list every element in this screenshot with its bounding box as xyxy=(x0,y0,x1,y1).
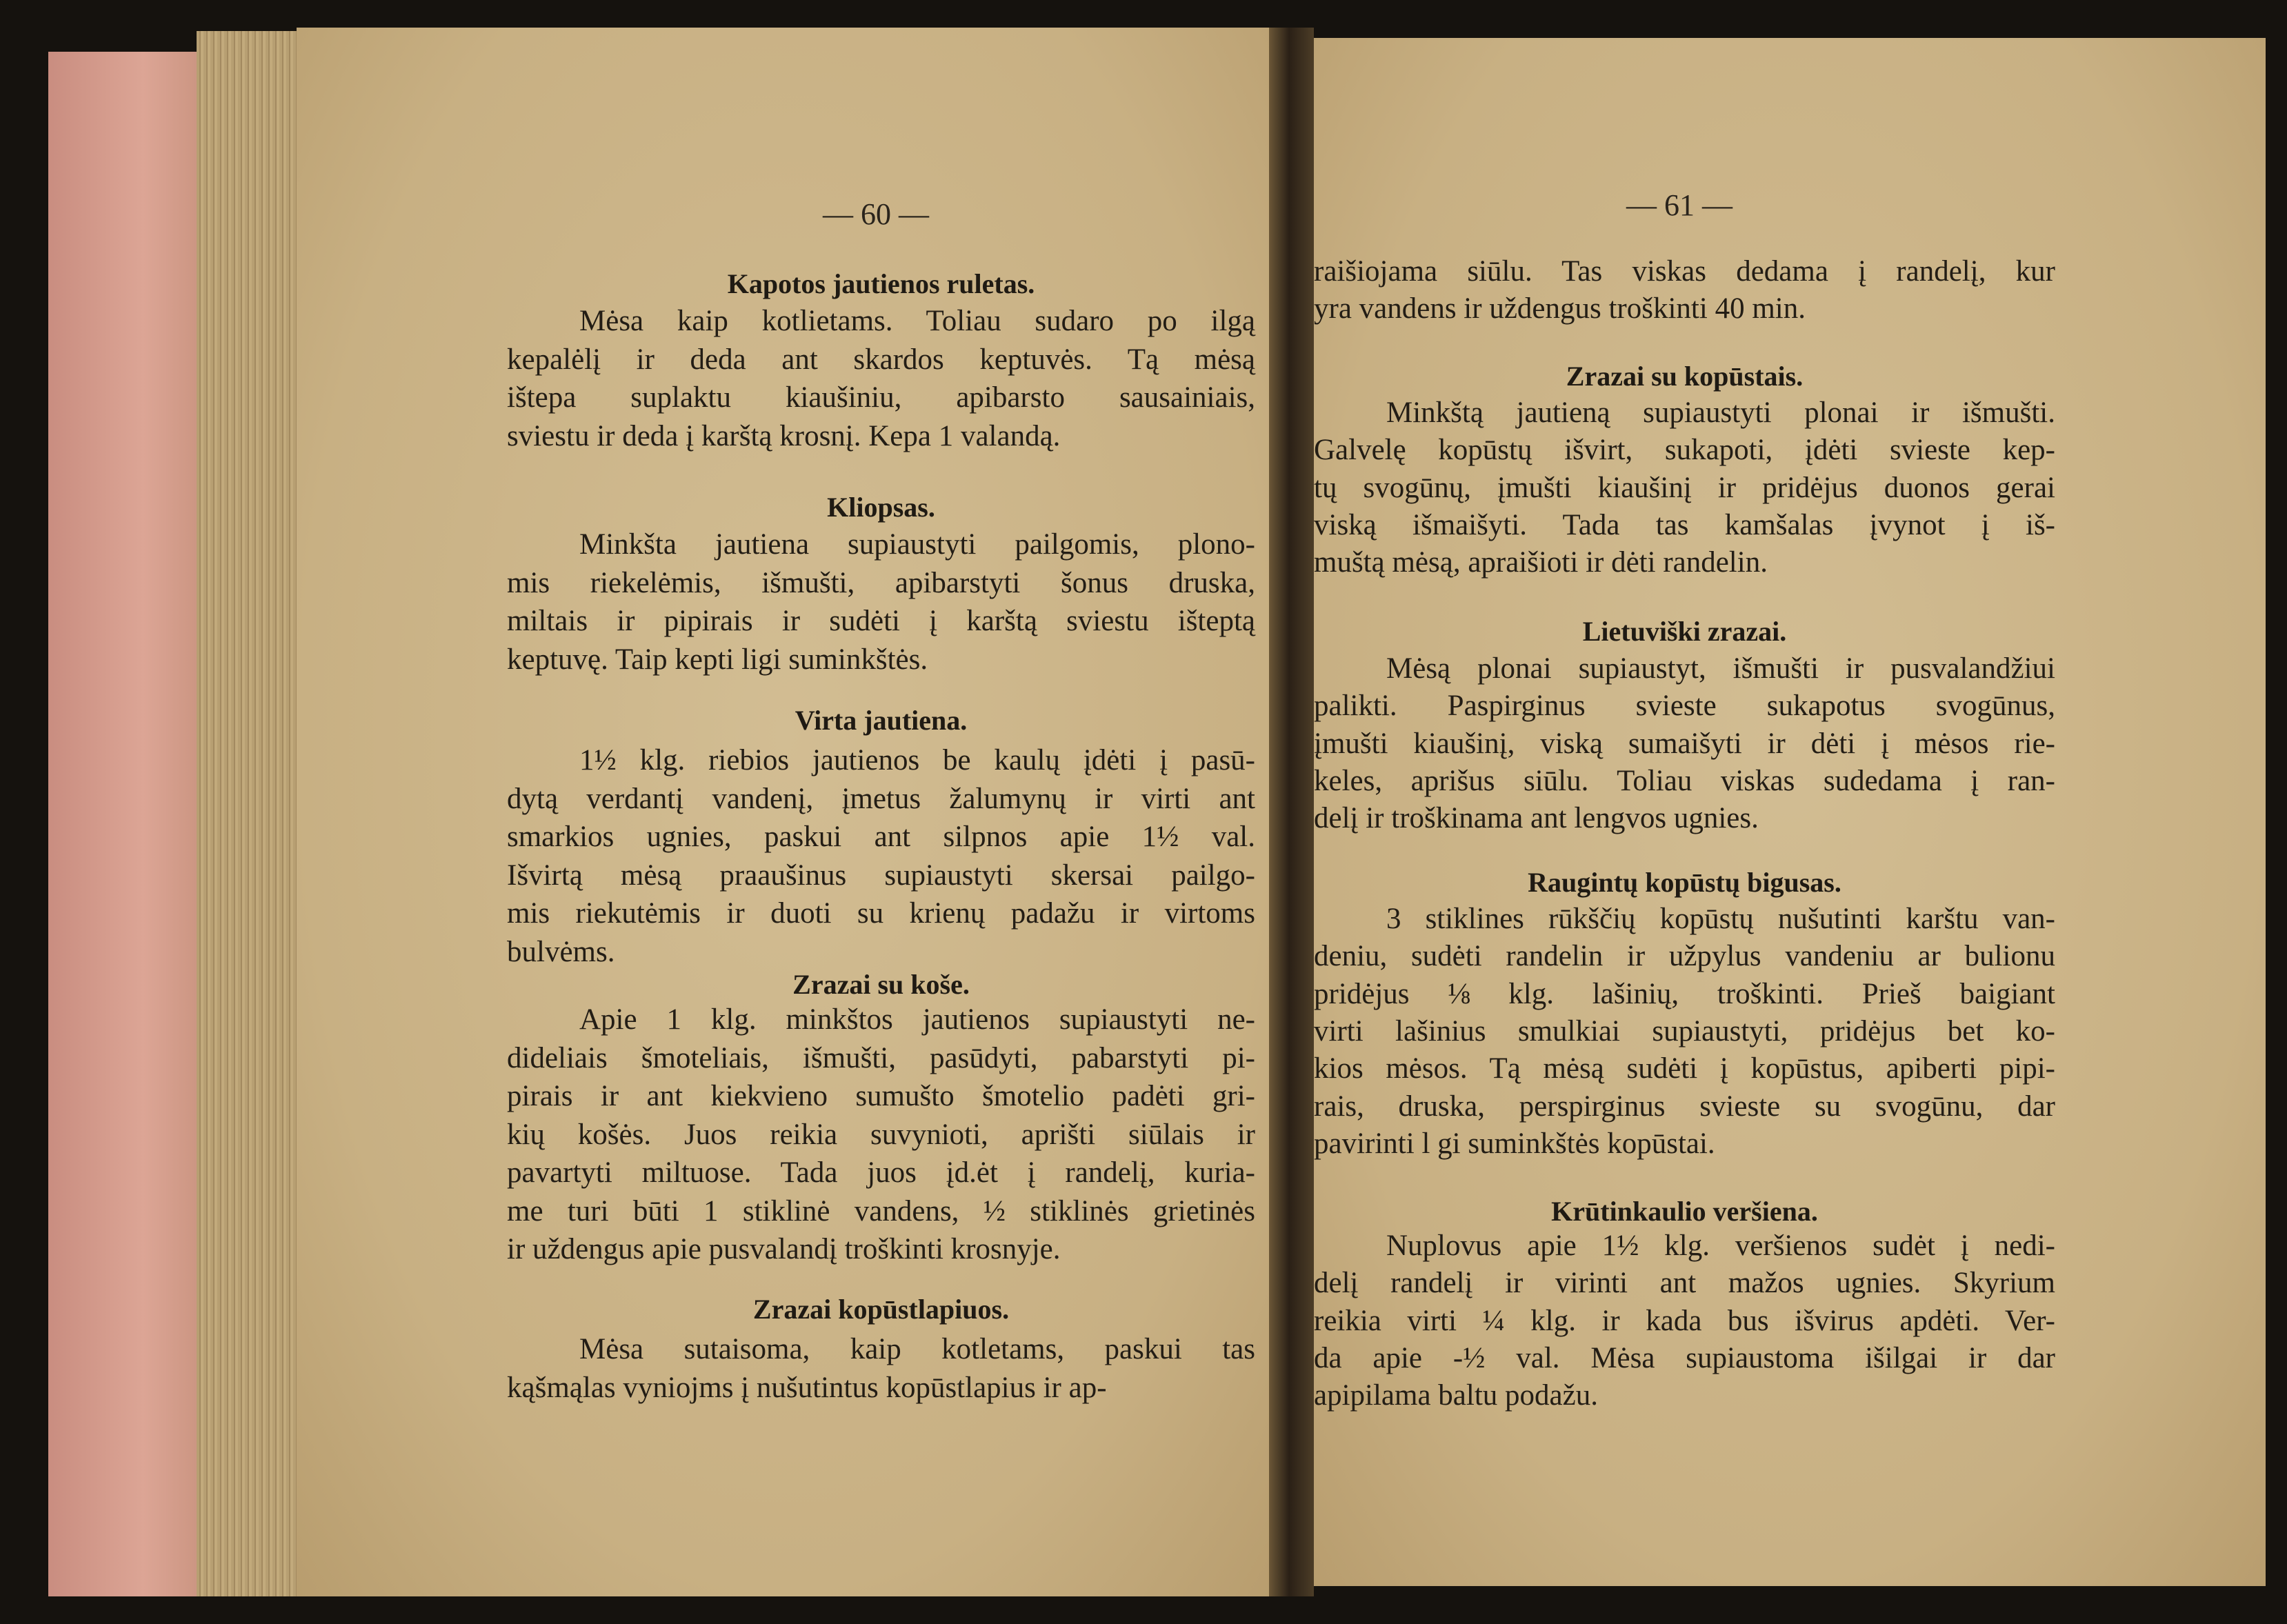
text-line: pirais ir ant kiekvieno sumušto šmotelio padėti gri- xyxy=(507,1080,1255,1112)
book-gutter xyxy=(1269,28,1314,1596)
text-line: įmušti kiaušinį, viską sumaišyti ir dėti į mėsos rie- xyxy=(1314,727,2055,760)
recipe-title: Lietuviški zrazai. xyxy=(1582,616,1787,647)
text-line: palikti. Paspirginus svieste sukapotus svogūnus, xyxy=(1314,690,2055,723)
text-line: mis riekelėmis, išmušti, apibarstyti šonus druska, xyxy=(507,566,1255,599)
text-line: apipilama baltu podažu. xyxy=(1314,1379,1598,1412)
text-line: kepalėlį ir deda ant skardos keptuvės. Tą mėsą xyxy=(507,343,1255,376)
text-line: kių košės. Juos reikia suvynioti, aprišti siūlais ir xyxy=(507,1118,1255,1151)
text-line: mis riekutėmis ir duoti su krienų padažu ir virtoms xyxy=(507,897,1255,930)
text-line: viską išmaišyti. Tada tas kamšalas įvynot į iš- xyxy=(1314,508,2055,541)
text-line: keptuvę. Taip kepti ligi suminkštės. xyxy=(507,643,928,676)
text-line: Nuplovus apie 1½ klg. veršienos sudėt į nedi- xyxy=(1386,1230,2055,1262)
book-edge-pink xyxy=(48,52,207,1596)
text-line: ir uždengus apie pusvalandį troškinti krosnyje. xyxy=(507,1233,1061,1265)
text-line: yra vandens ir uždengus troškinti 40 min. xyxy=(1314,292,1806,325)
text-line: Išvirtą mėsą praaušinus supiaustyti skersai pailgo- xyxy=(507,859,1255,892)
recipe-title: Raugintų kopūstų bigusas. xyxy=(1528,867,1841,898)
text-line: raišiojama siūlu. Tas viskas dedama į randelį, kur xyxy=(1314,255,2055,288)
text-line: delį ir troškinama ant lengvos ugnies. xyxy=(1314,802,1759,835)
text-line: da apie -½ val. Mėsa supiaustoma išilgai ir dar xyxy=(1314,1341,2055,1374)
text-line: Galvelę kopūstų išvirt, sukapoti, įdėti svieste kep- xyxy=(1314,434,2055,467)
text-line: pridėjus ⅛ klg. lašinių, troškinti. Prieš baigiant xyxy=(1314,977,2055,1010)
text-line: me turi būti 1 stiklinė vandens, ½ stiklinės grietinės xyxy=(507,1194,1255,1227)
text-line: 3 stiklines rūkščių kopūstų nušutinti karštu van- xyxy=(1386,903,2055,935)
recipe-title: Krūtinkaulio veršiena. xyxy=(1551,1196,1818,1227)
page-number-left: — 60 — xyxy=(823,197,929,231)
text-line: kąšmąlas vyniojms į nušutintus kopūstlapius ir ap- xyxy=(507,1371,1107,1404)
text-line: Mėsa sutaisoma, kaip kotletams, paskui tas xyxy=(579,1333,1255,1365)
text-line: keles, aprišus siūlu. Toliau viskas sudedama į ran- xyxy=(1314,764,2055,797)
recipe-title: Kapotos jautienos ruletas. xyxy=(727,268,1035,299)
text-line: Apie 1 klg. minkštos jautienos supiaustyti ne- xyxy=(579,1003,1255,1036)
text-line: delį randelį ir virinti ant mažos ugnies. Skyrium xyxy=(1314,1267,2055,1300)
text-line: ištepa suplaktu kiaušiniu, apibarsto sausainiais, xyxy=(507,381,1255,414)
recipe-title: Virta jautiena. xyxy=(795,705,968,736)
recipe-title: Zrazai su kopūstais. xyxy=(1566,361,1804,392)
text-line: 1½ klg. riebios jautienos be kaulų įdėti į pasū- xyxy=(579,744,1255,776)
page-number-right: — 61 — xyxy=(1626,188,1732,222)
text-line: muštą mėsą, apraišioti ir dėti randelin. xyxy=(1314,546,1768,579)
text-line: deniu, sudėti randelin ir užpylus vandeniu ar bulionu xyxy=(1314,940,2055,973)
text-line: Minkštą jautieną supiaustyti plonai ir išmušti. xyxy=(1386,397,2055,429)
text-line: dideliais šmoteliais, išmušti, pasūdyti, pabarstyti pi- xyxy=(507,1041,1255,1074)
text-line: virti lašinius smulkiai supiaustyti, pridėjus bet ko- xyxy=(1314,1014,2055,1047)
page-block-edges xyxy=(197,31,307,1596)
text-line: dytą verdantį vandenį, įmetus žalumynų ir virti ant xyxy=(507,782,1255,815)
text-line: smarkios ugnies, paskui ant silpnos apie 1½ val. xyxy=(507,821,1255,853)
text-line: Minkšta jautiena supiaustyti pailgomis, plono- xyxy=(579,528,1255,561)
text-line: bulvėms. xyxy=(507,935,615,968)
text-line: sviestu ir deda į karštą krosnį. Kepa 1 valandą. xyxy=(507,419,1061,452)
recipe-title: Kliopsas. xyxy=(827,492,935,523)
text-line: kios mėsos. Tą mėsą sudėti į kopūstus, apiberti pipi- xyxy=(1314,1052,2055,1085)
recipe-title: Zrazai kopūstlapiuos. xyxy=(752,1294,1010,1325)
text-line: Mėsą plonai supiaustyt, išmušti ir pusvalandžiui xyxy=(1386,652,2055,685)
text-line: rais, druska, perspirginus svieste su svogūnu, dar xyxy=(1314,1090,2055,1123)
text-line: Mėsa kaip kotlietams. Toliau sudaro po ilgą xyxy=(579,305,1255,337)
text-line: reikia virti ¼ klg. ir kada bus išvirus apdėti. Ver- xyxy=(1314,1304,2055,1337)
text-line: miltais ir pipirais ir sudėti į karštą sviestu išteptą xyxy=(507,605,1255,637)
text-line: tų svogūnų, įmušti kiaušinį ir pridėjus duonos gerai xyxy=(1314,471,2055,504)
text-line: pavirinti l gi suminkštės kopūstai. xyxy=(1314,1127,1715,1160)
text-line: pavartyti miltuose. Tada juos įd.ėt į randelį, kuria- xyxy=(507,1156,1255,1189)
recipe-title: Zrazai su koše. xyxy=(792,969,970,1000)
